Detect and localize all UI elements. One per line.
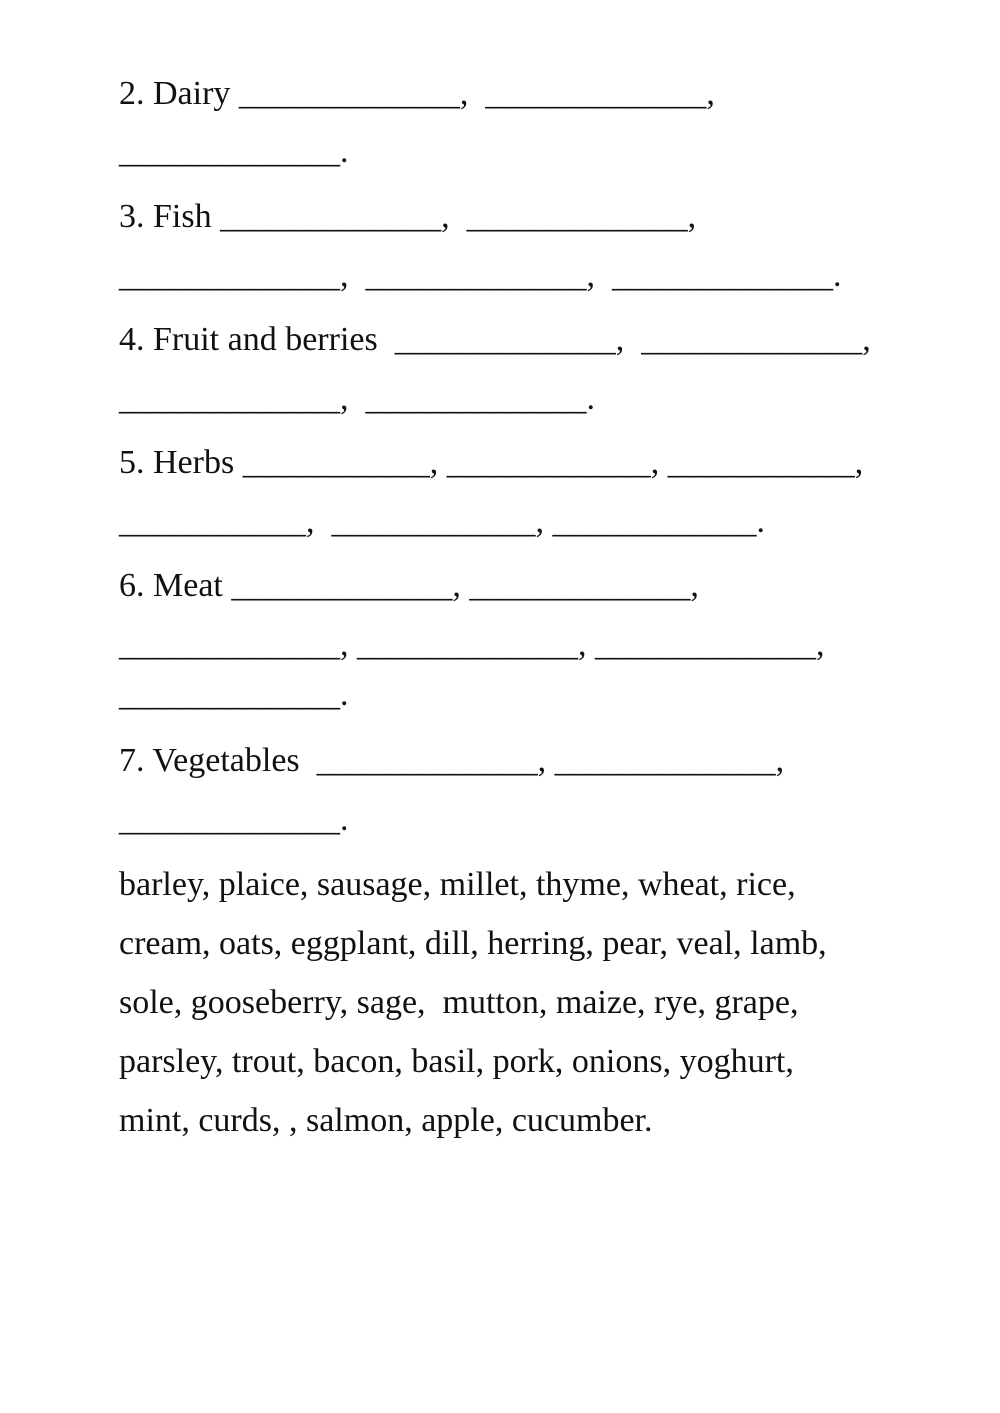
meat-line-2: _____________, _____________, _____________, [119,626,825,663]
fruit-line-1: 4. Fruit and berries _____________, _____________, [119,321,871,358]
herbs-line-1: 5. Herbs ___________, ____________, ___________, [119,444,864,481]
meat-line-3: _____________. [119,676,349,713]
meat-line-1: 6. Meat _____________, _____________, [119,567,699,604]
vegetables-line-2: _____________. [119,801,349,838]
fish-line-2: _____________, _____________, _____________. [119,257,842,294]
fish-line-1: 3. Fish _____________, _____________, [119,198,697,235]
word-bank-line-3: sole, gooseberry, sage, mutton, maize, rye, grape, [119,984,799,1021]
word-bank-line-4: parsley, trout, bacon, basil, pork, onions, yoghurt, [119,1043,794,1080]
fruit-line-2: _____________, _____________. [119,380,595,417]
herbs-line-2: ___________, ____________, ____________. [119,503,765,540]
word-bank-line-5: mint, curds, , salmon, apple, cucumber. [119,1102,653,1139]
dairy-line-2: _____________. [119,133,349,170]
vegetables-line-1: 7. Vegetables _____________, _____________, [119,742,785,779]
dairy-line-1: 2. Dairy _____________, _____________, [119,75,715,112]
word-bank-line-1: barley, plaice, sausage, millet, thyme, wheat, rice, [119,866,796,903]
word-bank-line-2: cream, oats, eggplant, dill, herring, pear, veal, lamb, [119,925,827,962]
